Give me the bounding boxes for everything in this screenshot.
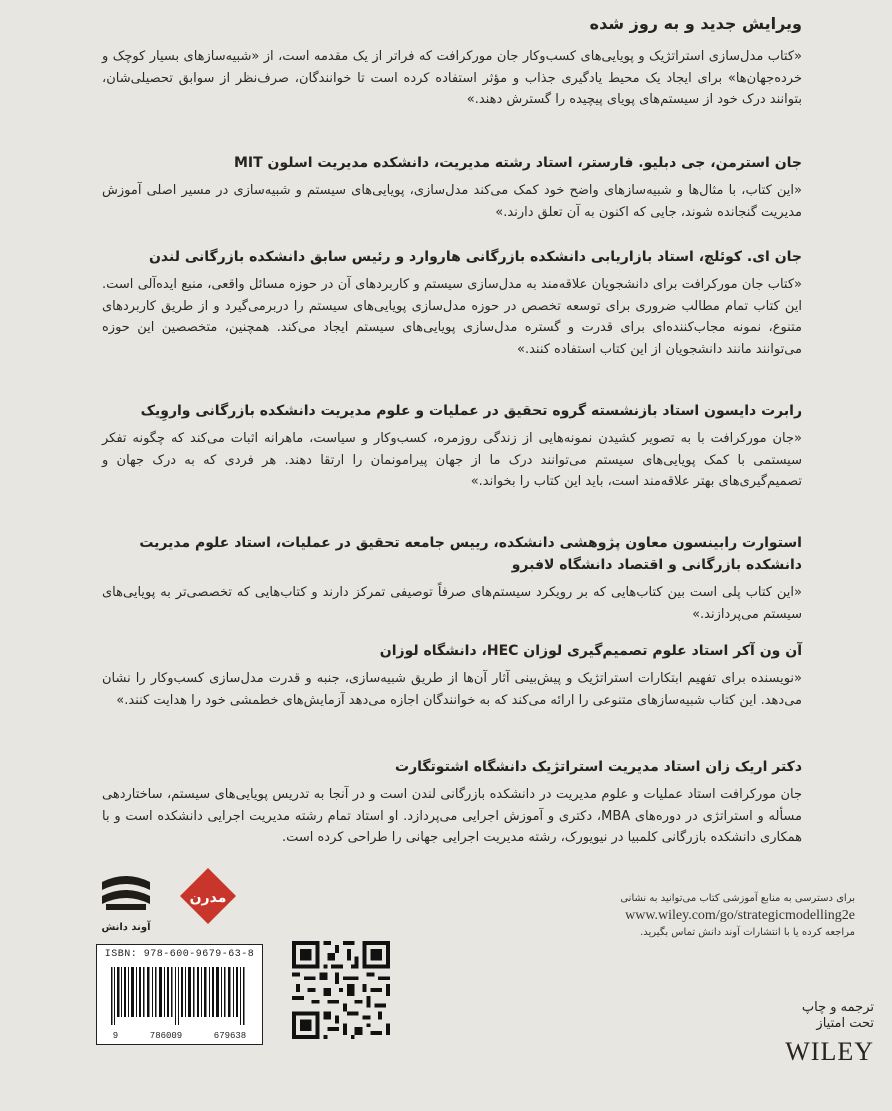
review-4 xyxy=(102,400,802,493)
barcode-digit-group: 679638 xyxy=(213,1031,247,1041)
about-author xyxy=(102,756,802,849)
review-5 xyxy=(102,532,802,625)
modern-brand-logo xyxy=(178,866,238,926)
isbn-label: ISBN: 978-600-9679-63-8 xyxy=(104,949,255,960)
print-label-line1: ترجمه و چاپ xyxy=(801,1000,874,1015)
review-6 xyxy=(102,640,802,711)
access-note-line2: مراجعه کرده یا با انتشارات آوند دانش تماس بگیرید. xyxy=(640,927,855,938)
barcode-icon xyxy=(107,967,252,1025)
access-note xyxy=(515,890,855,941)
wiley-logo: WILEY xyxy=(785,1037,874,1066)
barcode-digits xyxy=(97,1031,262,1041)
barcode-digit-group: 786009 xyxy=(149,1031,183,1041)
barcode-digit-group: 9 xyxy=(112,1031,119,1041)
review-author: جان استرمن، جی دبلیو. فارستر، استاد رشته مدیریت، دانشکده مدیریت اسلون MIT xyxy=(233,155,802,171)
review-3 xyxy=(102,246,802,360)
review-quote: «جان مورکرافت با به تصویر کشیدن نمونه‌هایی از زندگی روزمره، کسب‌وکار و سیاست، ماهرانه اثبات می‌کند که چگونه تفکر سیستمی با کمک پویایی‌های سیستم می‌توانند درک ما از جهان پیرامونمان را ارتقا دهند. هر فردی که به درک جهان و تصمیم‌گیری‌های بهتر علاقه‌مند است، باید این کتاب را بخواند.» xyxy=(102,431,802,489)
brand-logo-text: مدرن xyxy=(189,890,227,906)
review-quote: «کتاب جان مورکرافت برای دانشجویان علاقه‌مند به مدل‌سازی سیستم و کاربردهای آن در حوزه مسائل واقعی، منبع ایده‌آلی است. این کتاب تمام مطالب ضروری برای توسعه تخصص در حوزه مدل‌سازی پویایی‌های سیستم را دربرمی‌گیرد و از طریق کاربردهای متنوع، نمونه مجاب‌کننده‌ای برای قدرت و گستره مدل‌سازی پویایی‌های سیستم ایجاد می‌کند. همچنین، متخصصین این حوزه می‌توانند مانند دانشجویان از این کتاب استفاده کنند.» xyxy=(102,277,802,357)
print-license-label xyxy=(734,1000,874,1032)
review-author: رابرت دایسون استاد بازنشسته گروه تحقیق در عملیات و علوم مدیریت دانشکده بازرگانی واروِیک xyxy=(140,403,802,419)
review-author: استوارت رابینسون معاون پژوهشی دانشکده، رییس جامعه تحقیق در عملیات، استاد علوم مدیریت دانشکده بازرگانی و اقتصاد دانشگاه لافبرو xyxy=(139,535,802,573)
review-quote: «نویسنده برای تفهیم ابتکارات استراتژیک و پیش‌بینی آثار آن‌ها از طریق شبیه‌سازی، جنبه و قدرت مدل‌سازی کسب‌وکار را نشان می‌دهد. این کتاب شبیه‌سازهای متنوعی را ارائه می‌کند که به خوانندگان اجازه می‌دهد آزمایش‌های خطمشی خود را هدایت کنند.» xyxy=(102,671,802,708)
access-note-line1: برای دسترسی به منابع آموزشی کتاب می‌توانید به نشانی xyxy=(620,893,855,904)
qr-code-icon[interactable] xyxy=(292,941,390,1039)
review-author: جان ای. کوئلچ، استاد بازاریابی دانشکده بازرگانی هاروارد و رئیس سابق دانشکده بازرگانی لندن xyxy=(148,249,802,265)
publisher-name: آوند دانش xyxy=(101,922,151,933)
page-title: ویرایش جدید و به روز شده xyxy=(589,14,802,33)
review-author: آن ون آکر استاد علوم تصمیم‌گیری لوزان HEC، دانشگاه لوزان xyxy=(379,643,802,659)
isbn-barcode-box xyxy=(96,944,263,1045)
review-author: دکتر اریک زان استاد مدیریت استراتژیک دانشگاه اشتوتگارت xyxy=(395,759,802,775)
author-bio: جان مورکرافت استاد عملیات و علوم مدیریت در دانشکده بازرگانی لندن است و در آنجا به تدریس پویایی‌های سیستم، ساختاردهی مسأله و استراتژی در دوره‌های MBA، دکتری و آموزش اجرایی می‌پردازد. او استاد تمام رشته مدیریت اجرایی دانشکده است و با همکاری دانشکده بازرگانی کلمبیا در نیویورک، رشته مدیریت اجرایی جهانی را طراحی کرده است. xyxy=(102,787,802,845)
avand-danesh-logo xyxy=(96,866,156,924)
review-quote: «کتاب مدل‌سازی استراتژیک و پویایی‌های کسب‌وکار جان مورکرافت که فراتر از یک مقدمه است، از «شبیه‌سازهای بسیار کوچک و خرده‌جهان‌ها» برای ایجاد یک محیط یادگیری جذاب و مؤثر استفاده کرده است تا خوانندگان، صرف‌نظر از سوابق تحصیلی‌شان، بتوانند درک خود از سیستم‌های پویای پیچیده را گسترش دهند.» xyxy=(102,49,802,107)
review-2 xyxy=(102,152,802,223)
resource-link[interactable]: www.wiley.com/go/strategicmodelling2e xyxy=(625,908,855,923)
review-quote: «این کتاب، با مثال‌ها و شبیه‌سازهای واضح خود کمک می‌کند مدل‌سازی، پویایی‌های سیستم و شبیه‌سازی در مسیر اصلی آموزش مدیریت گنجانده شوند، جایی که اکنون به آن تعلق دارند.» xyxy=(102,183,802,220)
review-1 xyxy=(102,46,802,111)
print-label-line2: تحت امتیاز xyxy=(816,1016,874,1031)
review-quote: «این کتاب پلی است بین کتاب‌هایی که بر رویکرد سیستم‌های صرفاً توصیفی تمرکز دارند و کتاب‌هایی که تخصصی‌تر به پویایی‌های سیستم می‌پردازند.» xyxy=(102,585,802,622)
